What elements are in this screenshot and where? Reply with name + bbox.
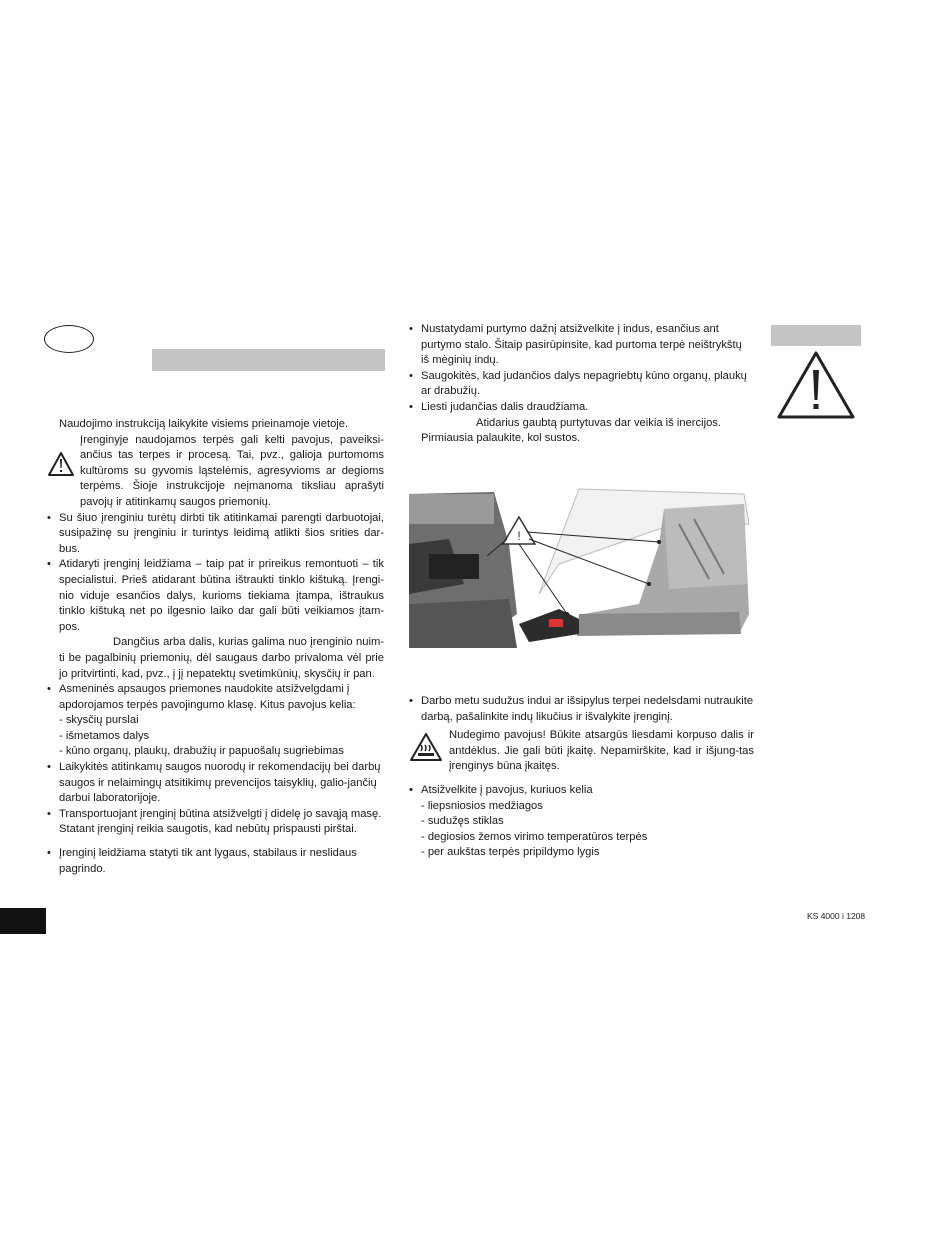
list-item: • Laikykitės atitinkamų saugos nuorodų ir rekomendacijų bei darbų saugos ir nelaimingų atsitikimų prevencijos taisyklių, galio-jančių darbui laboratorijoje. [47,760,384,807]
sub-list-item: - kūno organų, plaukų, drabužių ir papuošalų sugriebimas [59,745,344,758]
svg-text:!: ! [517,529,521,543]
hot-surface-text: Nudegimo pavojus! Būkite atsargūs liesdami korpuso dalis ir antdėklus. Jie gali būti įkaitę. Nepamirškite, kad ir išjung-tas įrenginys būna įkaitęs. [449,729,754,773]
list-item: • Atidaryti įrenginį leidžiama – taip pat ir prireikus remontuoti – tik specialistui. Prieš atidarant būtina ištraukti tinklo kištuką. Įrengi-nio viduje esančios dalys, kurioms tiekiama įtampa, ištraukus tinklo kištuką net po ilgesnio laiko dar gali būti veikiamos įtam-pos. [47,557,384,635]
list-item: • Saugokitės, kad judančios dalys nepagriebtų kūno organų, plaukų ar drabužių. [409,369,749,400]
shaker-device-photo [409,484,754,648]
warning-header-bar [771,325,861,346]
warning-triangle-icon [776,350,856,420]
section-header-bar [152,349,385,371]
language-badge [44,325,94,353]
list-item: • Atsižvelkite į pavojus, kuriuos kelia [409,783,754,799]
list-item-continuation: Atidarius gaubtą purtytuvas dar veikia iš inercijos. Pirmiausia palaukite, kol sustos. [421,416,721,445]
warning-paragraph [47,433,384,511]
sub-list-item: - liepsniosios medžiagos [421,799,543,812]
list-item-continuation: Dangčius arba dalis, kurias galima nuo įrenginio nuim-ti be pagalbinių priemonių, dėl saugaus darbo privaloma vėl prie jo pritvirtinti, kad, pvz., į jį nepatektų svetimkūnių, skysčių ir pan. [59,636,384,680]
list-item: • Transportuojant įrenginį būtina atsižvelgti į didelę jo savąją masę. Statant įrenginį reikia saugotis, kad nebūtų prispausti pirštai. [47,807,384,838]
list-item: • Nustatydami purtymo dažnį atsižvelkite į indus, esančius ant purtymo stalo. Šitaip pasirūpinsite, kad purtoma terpė neištrykštų iš mėginių indų. [409,322,749,369]
right-column-bottom [409,694,754,861]
list-item: • Asmeninės apsaugos priemones naudokite atsižvelgdami į apdorojamos terpės pavojingumo klasę. Kitus pavojus kelia: [47,682,384,713]
list-item: • Įrenginį leidžiama statyti tik ant lygaus, stabilaus ir neslidaus pagrindo. [47,846,384,877]
hot-surface-paragraph [409,728,754,775]
sub-list-item: - degiosios žemos virimo temperatūros terpės [421,830,648,843]
warning-text: Įrenginyje naudojamos terpės gali kelti pavojus, paveiksi-ančius tas terpes ir procesą. Tai, pvz., galioja purtomoms kultūroms su gyvomis ląstelėmis, agresyvioms ar degioms terpėms. Šioje instrukcijoje neįmanoma tiksliau aprašyti pavojų ir atitinkamų saugos priemonių. [80,433,384,508]
sub-list-item: - sudužęs stiklas [421,815,504,828]
list-item: • Darbo metu sudužus indui ar išsipylus terpei nedelsdami nutraukite darbą, pašalinkite indų likučius ir išvalykite įrenginį. [409,694,754,725]
page-marker-block [0,908,46,934]
right-column-top [409,322,749,447]
sub-list-item: - išmetamos dalys [59,729,150,742]
list-item: • Su šiuo įrenginiu turėtų dirbti tik atitinkamai parengti darbuotojai, susipažinę su įrenginiu ir turintys leidimą atlikti šios srities dar-bus. [47,511,384,558]
sub-list-item: - skysčių purslai [59,714,139,727]
list-item: • Liesti judančias dalis draudžiama. [409,400,749,416]
intro-text: Naudojimo instrukciją laikykite visiems prieinamoje vietoje. [59,418,349,430]
warning-triangle-icon [47,451,75,477]
sub-list-item: - per aukštas terpės pripildymo lygis [421,846,600,859]
left-column [47,417,384,877]
hot-surface-icon [409,732,443,762]
document-code: KS 4000 i 1208 [807,911,866,921]
